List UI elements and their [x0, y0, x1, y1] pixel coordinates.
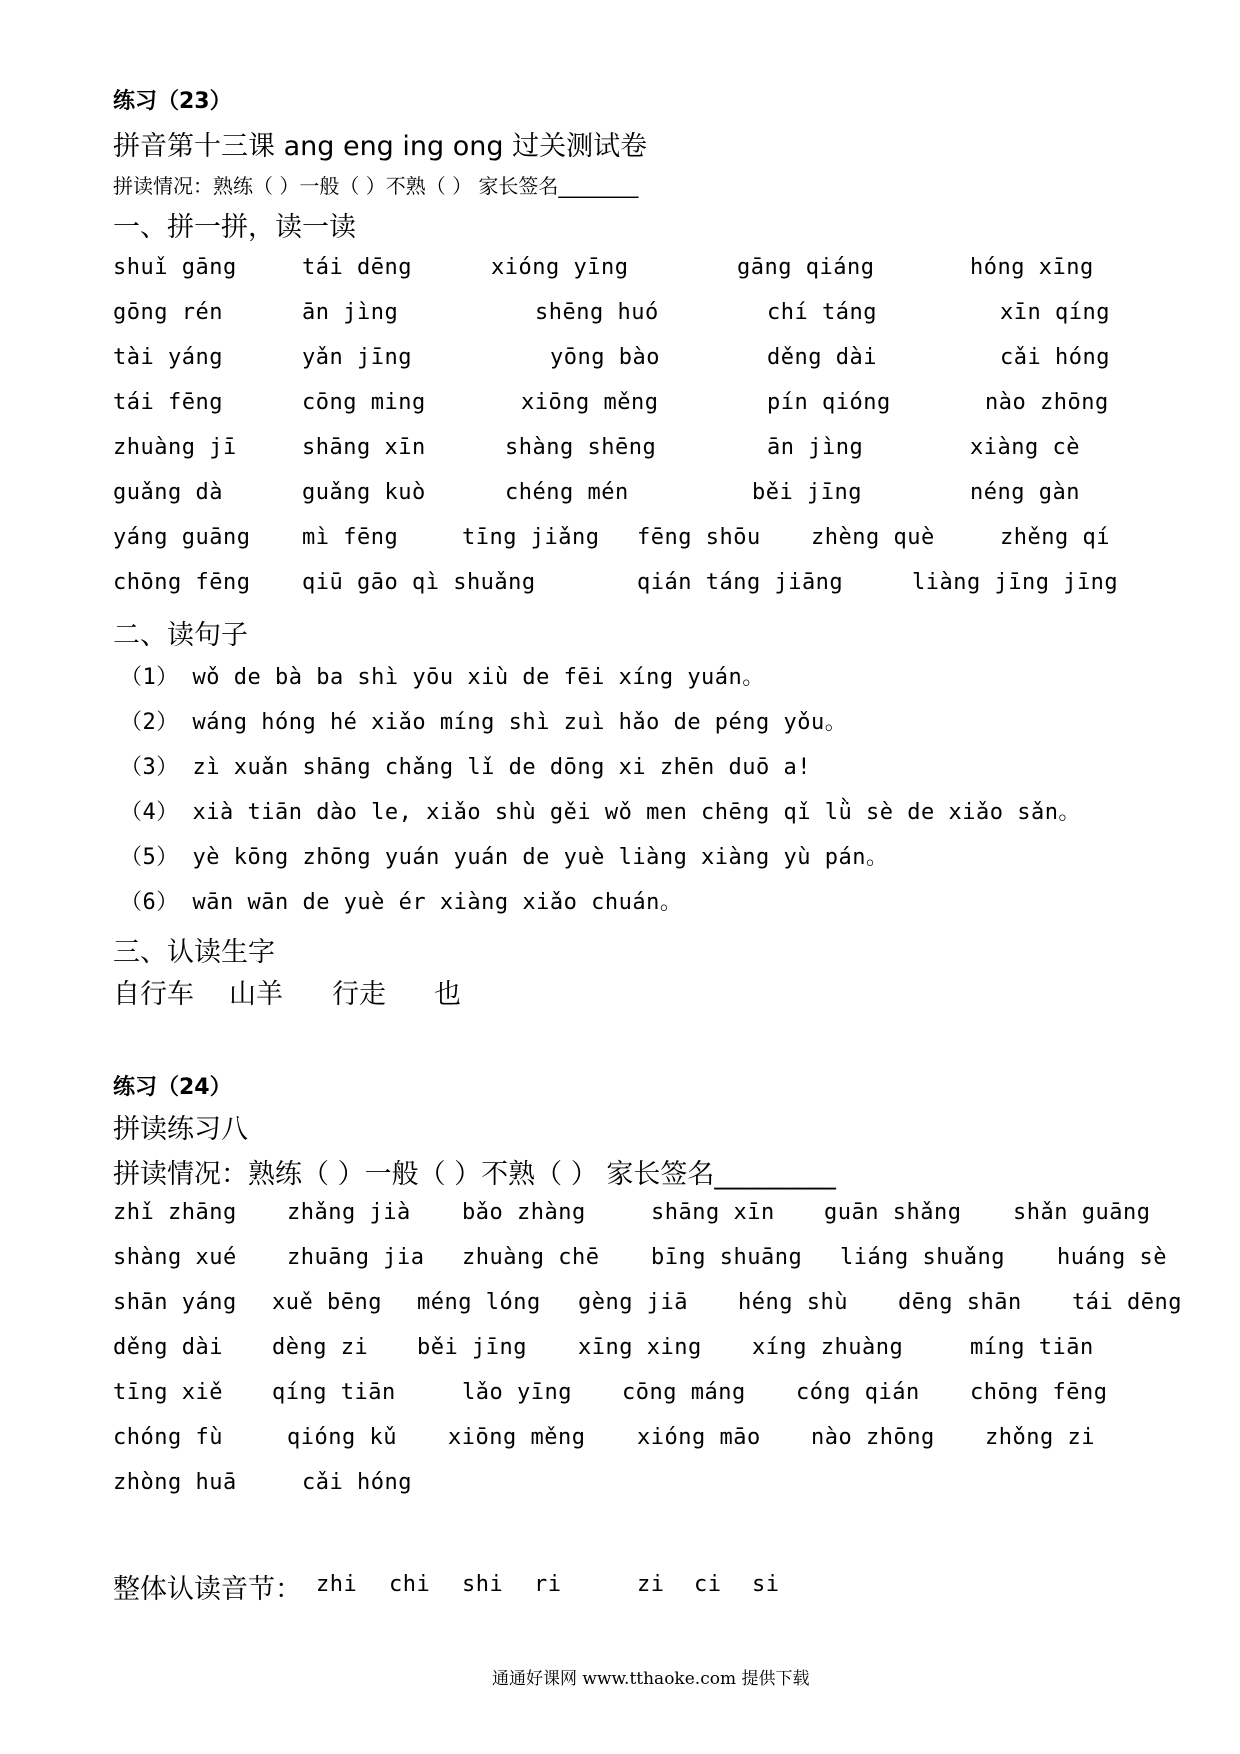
whole-syllable: ri	[534, 1572, 562, 1597]
ex23-word: xīn qíng	[1000, 300, 1110, 325]
ex24-word: huáng sè	[1057, 1245, 1167, 1270]
section-1-heading: 一、拼一拼，读一读	[113, 212, 356, 243]
ex24-word: shǎn guāng	[1013, 1200, 1151, 1225]
ex24-word: xíng zhuàng	[752, 1335, 904, 1360]
ex24-word: héng shù	[738, 1290, 848, 1315]
ex23-word: chí táng	[767, 300, 877, 325]
ex24-word: dèng zi	[272, 1335, 369, 1360]
ex23-word: shàng shēng	[505, 435, 657, 460]
character-word: 山羊	[229, 979, 283, 1010]
ex23-word: shēng huó	[535, 300, 659, 325]
ex24-word: dēng shān	[898, 1290, 1022, 1315]
exercise-23-title: 拼音第十三课 ang eng ing ong 过关测试卷	[113, 131, 648, 162]
sentence-line: （1） wǒ de bà ba shì yōu xiù de fēi xíng yuán。	[120, 665, 765, 690]
ex24-word: shāng xīn	[651, 1200, 775, 1225]
ex23-word: fēng shōu	[637, 525, 761, 550]
sentence-line: （2） wáng hóng hé xiǎo míng shì zuì hǎo de péng yǒu。	[120, 710, 848, 735]
ex23-word: néng gàn	[970, 480, 1080, 505]
ex23-word: shuǐ gāng	[113, 255, 237, 280]
sentence-line: （5） yè kōng zhōng yuán yuán de yuè liàng xiàng yù pán。	[120, 845, 889, 870]
ex23-word: guǎng kuò	[302, 480, 426, 505]
whole-syllables-row	[113, 1567, 302, 1606]
ex24-word: xióng māo	[637, 1425, 761, 1450]
ex24-word: zhǒng zi	[985, 1425, 1095, 1450]
reading-status-24: 拼读情况：熟练（ ）一般（ ）不熟（ ） 家长签名_________	[113, 1159, 836, 1190]
ex24-word: liáng shuǎng	[840, 1245, 1005, 1270]
ex24-word: chōng fēng	[970, 1380, 1108, 1405]
exercise-24-heading: 练习（24）	[113, 1075, 232, 1100]
ex24-word: xiōng měng	[448, 1425, 586, 1450]
ex24-word: zhuàng chē	[462, 1245, 600, 1270]
ex23-word: liàng jīng jīng	[912, 570, 1119, 595]
ex24-word: gèng jiā	[578, 1290, 688, 1315]
ex23-word: yáng guāng	[113, 525, 251, 550]
ex23-word: gōng rén	[113, 300, 223, 325]
ex23-word: zhěng qí	[1000, 525, 1110, 550]
ex24-word: qióng kǔ	[287, 1425, 397, 1450]
reading-status-23: 拼读情况：熟练（ ）一般（ ）不熟（ ） 家长签名________	[113, 174, 639, 198]
ex24-word: cǎi hóng	[302, 1470, 412, 1495]
whole-syllable: ci	[694, 1572, 722, 1597]
ex23-word: zhuàng jī	[113, 435, 237, 460]
ex24-word: bīng shuāng	[651, 1245, 803, 1270]
ex23-word: mì fēng	[302, 525, 399, 550]
ex24-word: xīng xing	[578, 1335, 702, 1360]
character-word: 行走	[332, 979, 386, 1010]
sentence-line: （6） wān wān de yuè ér xiàng xiǎo chuán。	[120, 890, 683, 915]
ex24-word: zhǎng jià	[287, 1200, 411, 1225]
ex23-word: yōng bào	[550, 345, 660, 370]
whole-syllable: shi	[462, 1572, 504, 1597]
whole-syllable: chi	[389, 1572, 431, 1597]
ex24-word: lǎo yīng	[462, 1380, 572, 1405]
ex24-word: zhuāng jia	[287, 1245, 425, 1270]
ex24-word: zhǐ zhāng	[113, 1200, 237, 1225]
ex23-word: cōng ming	[302, 390, 426, 415]
ex24-word: shàng xué	[113, 1245, 237, 1270]
whole-syllable: zi	[637, 1572, 665, 1597]
ex24-word: cōng máng	[622, 1380, 746, 1405]
character-word: 也	[434, 979, 461, 1010]
ex23-word: tài yáng	[113, 345, 223, 370]
section-2-heading: 二、读句子	[113, 620, 248, 651]
ex23-word: shāng xīn	[302, 435, 426, 460]
ex23-word: qiū gāo qì shuǎng	[302, 570, 536, 595]
character-word: 自行车	[113, 979, 194, 1010]
footer-text: 通通好课网 www.tthaoke.com 提供下载	[492, 1669, 810, 1689]
ex24-word: tái dēng	[1072, 1290, 1182, 1315]
ex24-word: tīng xiě	[113, 1380, 223, 1405]
ex23-word: xiàng cè	[970, 435, 1080, 460]
ex23-word: nào zhōng	[985, 390, 1109, 415]
ex24-word: běi jīng	[417, 1335, 527, 1360]
ex24-word: bǎo zhàng	[462, 1200, 586, 1225]
ex24-word: méng lóng	[417, 1290, 541, 1315]
ex24-word: míng tiān	[970, 1335, 1094, 1360]
exercise-24-title: 拼读练习八	[113, 1114, 248, 1145]
ex23-word: yǎn jīng	[302, 345, 412, 370]
section-3-heading: 三、认读生字	[113, 937, 275, 968]
ex24-word: cóng qián	[796, 1380, 920, 1405]
ex23-word: chéng mén	[505, 480, 629, 505]
ex24-word: shān yáng	[113, 1290, 237, 1315]
ex23-word: hóng xīng	[970, 255, 1094, 280]
sentence-line: （3） zì xuǎn shāng chǎng lǐ de dōng xi zhēn duō a!	[120, 755, 812, 780]
ex23-word: tái fēng	[113, 390, 223, 415]
sentence-line: （4） xià tiān dào le, xiǎo shù gěi wǒ men chēng qǐ lǜ sè de xiǎo sǎn。	[120, 800, 1081, 825]
ex24-word: zhòng huā	[113, 1470, 237, 1495]
ex23-word: děng dài	[767, 345, 877, 370]
ex23-word: gāng qiáng	[737, 255, 875, 280]
ex23-word: guǎng dà	[113, 480, 223, 505]
whole-syllable: si	[752, 1572, 780, 1597]
ex23-word: qián táng jiāng	[637, 570, 844, 595]
ex23-word: cǎi hóng	[1000, 345, 1110, 370]
whole-syllable: zhi	[316, 1572, 358, 1597]
whole-syllables-label: 整体认读音节：	[113, 1574, 302, 1605]
ex24-word: qíng tiān	[272, 1380, 396, 1405]
ex23-word: zhèng què	[811, 525, 935, 550]
ex24-word: děng dài	[113, 1335, 223, 1360]
ex24-word: chóng fù	[113, 1425, 223, 1450]
ex23-word: chōng fēng	[113, 570, 251, 595]
exercise-23-heading: 练习（23）	[113, 89, 232, 114]
ex23-word: pín qióng	[767, 390, 891, 415]
ex23-word: tái dēng	[302, 255, 412, 280]
ex23-word: ān jìng	[767, 435, 864, 460]
ex23-word: xióng yīng	[491, 255, 629, 280]
ex23-word: běi jīng	[752, 480, 862, 505]
ex24-word: xuě bēng	[272, 1290, 382, 1315]
ex23-word: xiōng měng	[521, 390, 659, 415]
ex24-word: guān shǎng	[824, 1200, 962, 1225]
ex24-word: nào zhōng	[811, 1425, 935, 1450]
ex23-word: ān jìng	[302, 300, 399, 325]
ex23-word: tīng jiǎng	[462, 525, 600, 550]
